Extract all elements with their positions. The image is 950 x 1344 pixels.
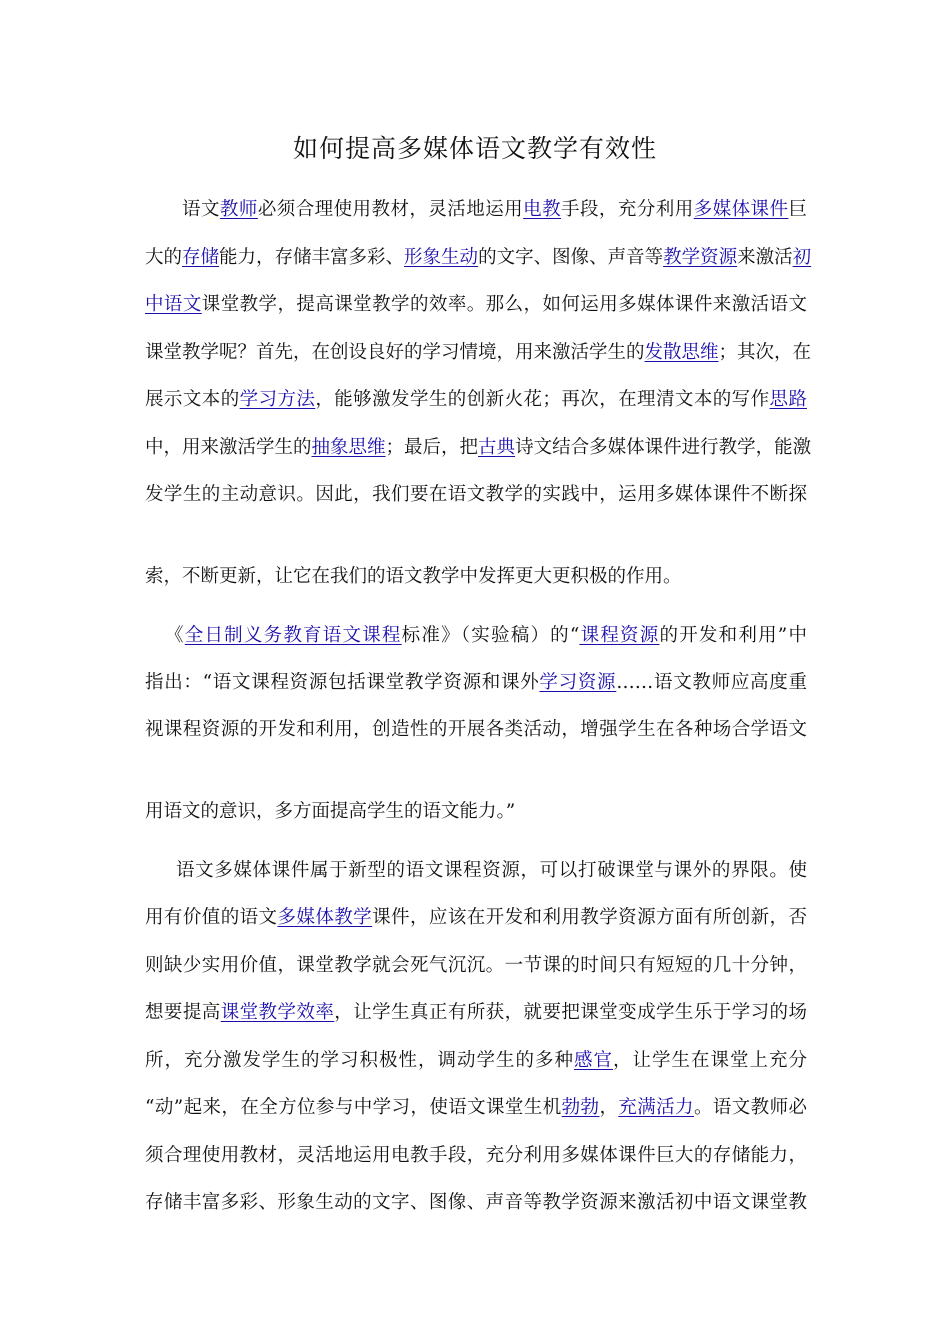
inline-link[interactable]: 存储: [182, 247, 220, 268]
paragraph-line: 语文多媒体课件属于新型的语文课程资源，可以打破课堂与课外的界限。使: [176, 860, 807, 881]
inline-link[interactable]: 发散思维: [644, 342, 719, 363]
paragraph-line: 须合理使用教材，灵活地运用电教手段，充分利用多媒体课件巨大的存储能力，: [145, 1145, 807, 1166]
paragraph-line: 所，充分激发学生的学习积极性，调动学生的多种感官，让学生在课堂上充分: [145, 1050, 807, 1071]
paragraph-line: 用语文的意识，多方面提高学生的语文能力。”: [145, 801, 516, 822]
inline-link[interactable]: 形象生动: [404, 247, 479, 268]
paragraph-line: 发学生的主动意识。因此，我们要在语文教学的实践中，运用多媒体课件不断探: [145, 484, 807, 505]
inline-link[interactable]: 多媒体课件: [693, 199, 789, 220]
inline-link[interactable]: 电教: [523, 199, 562, 220]
inline-link[interactable]: 初: [792, 247, 812, 268]
inline-link[interactable]: 课程资源: [579, 625, 660, 646]
inline-link[interactable]: 课堂教学效率: [220, 1002, 335, 1023]
paragraph-line: 展示文本的学习方法，能够激发学生的创新火花；再次，在理清文本的写作思路: [145, 389, 807, 410]
inline-link[interactable]: 教师: [219, 199, 258, 220]
paragraph-line: 课堂教学呢？首先，在创设良好的学习情境，用来激活学生的发散思维；其次，在: [145, 342, 812, 363]
inline-link[interactable]: 抽象思维: [311, 437, 386, 458]
paragraph-line: 用有价值的语文多媒体教学课件，应该在开发和利用教学资源方面有所创新，否: [145, 907, 807, 928]
inline-link[interactable]: 古典: [478, 437, 516, 458]
paragraph-line: 中语文课堂教学，提高课堂教学的效率。那么，如何运用多媒体课件来激活语文: [145, 294, 807, 315]
inline-link[interactable]: 教学资源: [663, 247, 738, 268]
inline-link[interactable]: 多媒体教学: [277, 907, 373, 928]
inline-link[interactable]: 勃勃: [561, 1097, 600, 1118]
paragraph-line: 中，用来激活学生的抽象思维；最后，把古典诗文结合多媒体课件进行教学，能激: [145, 437, 812, 458]
inline-link[interactable]: 学习资源: [539, 672, 617, 693]
paragraph-line: 指出：“语文课程资源包括课堂教学资源和课外学习资源……语文教师应高度重: [145, 672, 807, 693]
paragraph-line: 想要提高课堂教学效率，让学生真正有所获，就要把课堂变成学生乐于学习的场: [145, 1002, 807, 1023]
paragraph-line: 《全日制义务教育语文课程标准》（实验稿）的“课程资源的开发和利用”中: [165, 625, 807, 646]
inline-link[interactable]: 全日制义务教育语文课程: [184, 625, 402, 646]
paragraph-line: “动”起来，在全方位参与中学习，使语文课堂生机勃勃，充满活力。语文教师必: [145, 1097, 807, 1118]
paragraph-line: 索，不断更新，让它在我们的语文教学中发挥更大更积极的作用。: [145, 566, 682, 587]
paragraph-line: 存储丰富多彩、形象生动的文字、图像、声音等教学资源来激活初中语文课堂教: [145, 1192, 807, 1213]
paragraph-line: 视课程资源的开发和利用，创造性的开展各类活动，增强学生在各种场合学语文: [145, 719, 807, 740]
inline-link[interactable]: 充满活力: [618, 1097, 694, 1118]
inline-link[interactable]: 中语文: [145, 294, 202, 315]
page-title: 如何提高多媒体语文教学有效性: [292, 134, 657, 163]
inline-link[interactable]: 感官: [573, 1050, 613, 1071]
paragraph-line: 语文教师必须合理使用教材，灵活地运用电教手段，充分利用多媒体课件巨: [182, 199, 807, 220]
paragraph-line: 则缺少实用价值，课堂教学就会死气沉沉。一节课的时间只有短短的几十分钟，: [145, 955, 807, 976]
inline-link[interactable]: 思路: [769, 389, 807, 410]
paragraph-line: 大的存储能力，存储丰富多彩、形象生动的文字、图像、声音等教学资源来激活初: [145, 247, 812, 268]
inline-link[interactable]: 学习方法: [239, 389, 316, 410]
